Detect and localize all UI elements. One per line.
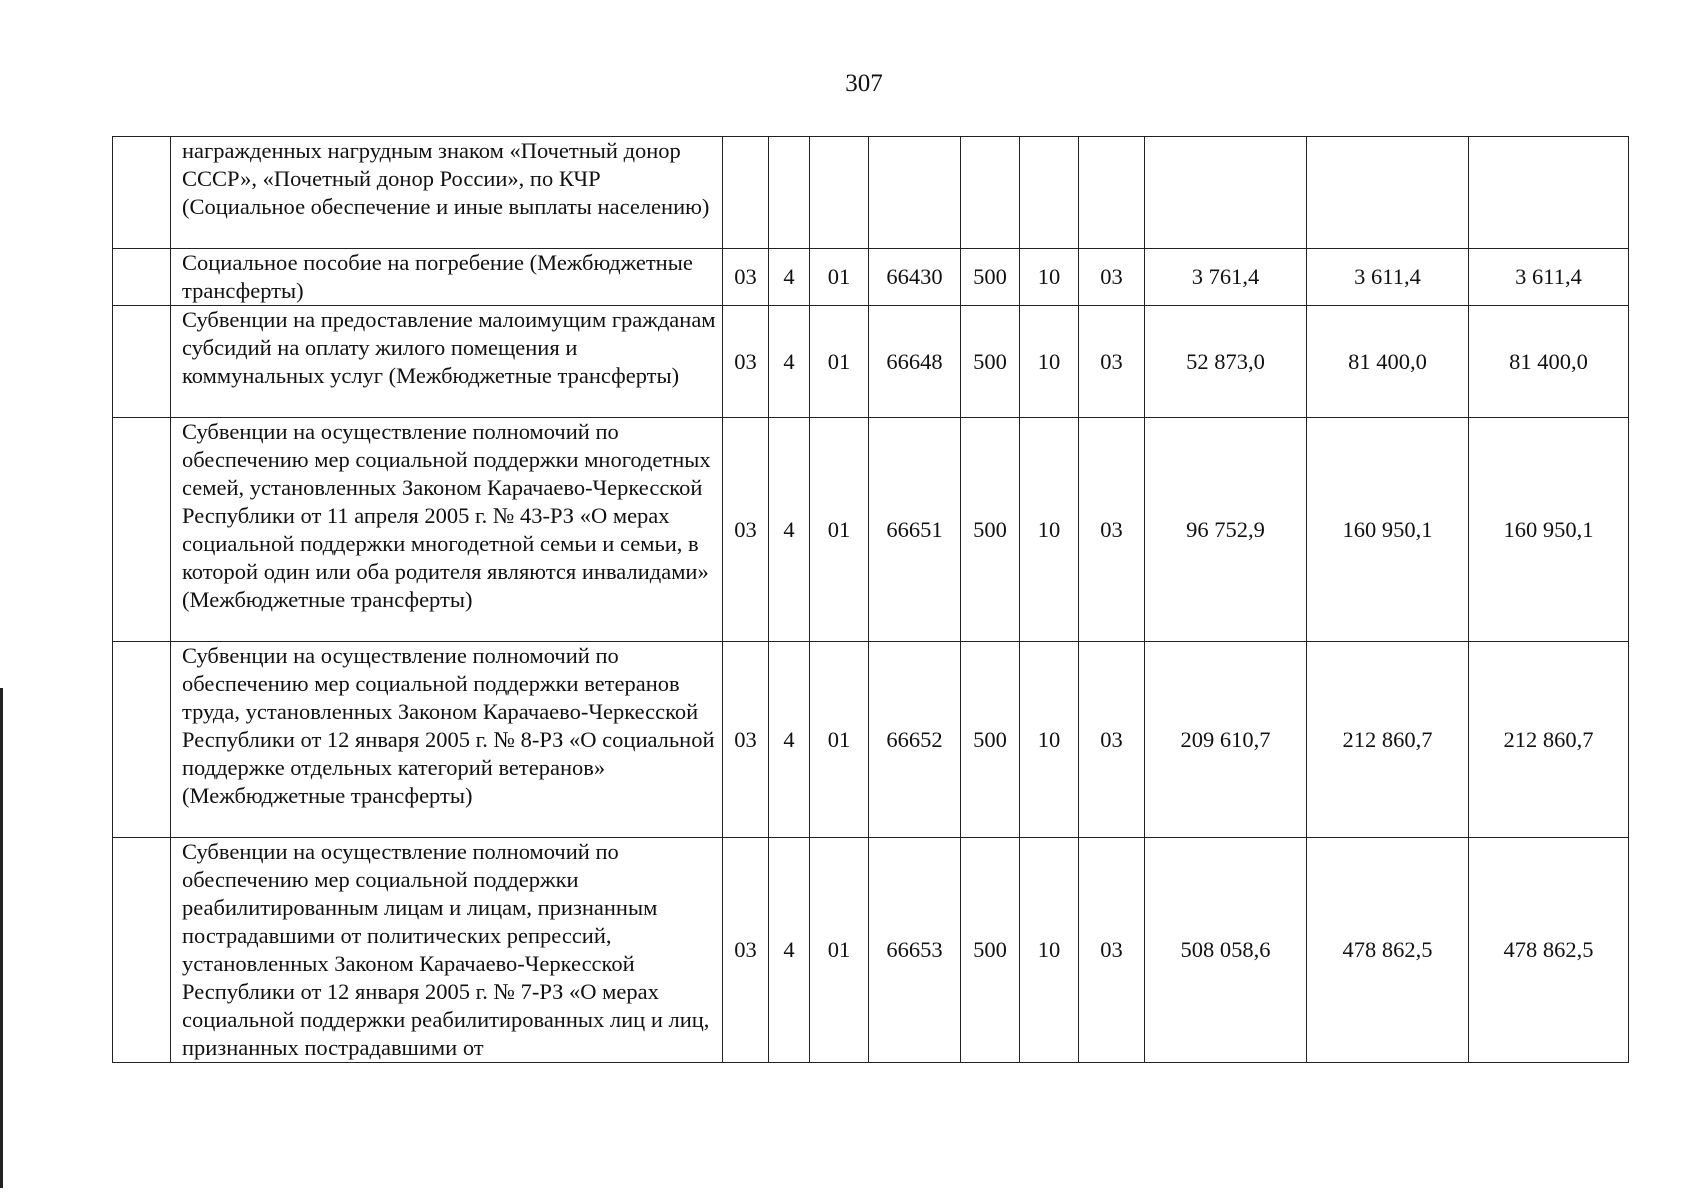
code-cell: 03 <box>723 838 769 1063</box>
code-cell: 03 <box>1079 418 1145 642</box>
amount-cell <box>1145 137 1307 249</box>
table-row <box>113 642 1629 838</box>
budget-table <box>112 136 1629 1063</box>
amount-cell: 52 873,0 <box>1145 306 1307 418</box>
code-cell: 03 <box>723 249 769 306</box>
code-cell <box>769 137 810 249</box>
code-cell: 10 <box>1020 306 1079 418</box>
amount-cell: 81 400,0 <box>1307 306 1469 418</box>
amount-cell <box>1469 137 1629 249</box>
row-number-cell <box>113 838 171 1063</box>
code-cell: 4 <box>769 418 810 642</box>
code-cell <box>723 137 769 249</box>
amount-cell: 96 752,9 <box>1145 418 1307 642</box>
code-cell: 03 <box>1079 642 1145 838</box>
amount-cell: 478 862,5 <box>1307 838 1469 1063</box>
code-cell: 66430 <box>869 249 961 306</box>
code-cell: 01 <box>810 838 869 1063</box>
amount-cell: 212 860,7 <box>1469 642 1629 838</box>
code-cell: 03 <box>723 418 769 642</box>
table-row <box>113 306 1629 418</box>
code-cell: 500 <box>961 642 1020 838</box>
code-cell: 01 <box>810 306 869 418</box>
description-cell: Субвенции на предоставление малоимущим гражданам субсидий на оплату жилого помещения и коммунальных услуг (Межбюджетные трансферты) <box>171 306 723 418</box>
row-number-cell <box>113 306 171 418</box>
amount-cell: 508 058,6 <box>1145 838 1307 1063</box>
amount-cell: 209 610,7 <box>1145 642 1307 838</box>
code-cell: 500 <box>961 838 1020 1063</box>
code-cell: 500 <box>961 249 1020 306</box>
table-row <box>113 418 1629 642</box>
code-cell: 03 <box>723 642 769 838</box>
description-cell: Субвенции на осуществление полномочий по обеспечению мер социальной поддержки ветеранов труда, установленных Законом Карачаево-Черкесской Республики от 12 января 2005 г. № 8-РЗ «О социальной поддержке отдельных категорий ветеранов» (Межбюджетные трансферты) <box>171 642 723 838</box>
code-cell: 4 <box>769 642 810 838</box>
code-cell: 01 <box>810 249 869 306</box>
amount-cell: 3 761,4 <box>1145 249 1307 306</box>
row-number-cell <box>113 418 171 642</box>
code-cell: 03 <box>1079 306 1145 418</box>
amount-cell: 160 950,1 <box>1307 418 1469 642</box>
code-cell: 500 <box>961 306 1020 418</box>
amount-cell: 478 862,5 <box>1469 838 1629 1063</box>
code-cell: 500 <box>961 418 1020 642</box>
amount-cell <box>1307 137 1469 249</box>
code-cell: 01 <box>810 418 869 642</box>
amount-cell: 3 611,4 <box>1307 249 1469 306</box>
table-row <box>113 838 1629 1063</box>
amount-cell: 212 860,7 <box>1307 642 1469 838</box>
description-cell: Социальное пособие на погребение (Межбюджетные трансферты) <box>171 249 723 306</box>
code-cell: 66652 <box>869 642 961 838</box>
code-cell: 10 <box>1020 838 1079 1063</box>
description-cell: Субвенции на осуществление полномочий по обеспечению мер социальной поддержки многодетных семей, установленных Законом Карачаево-Черкесской Республики от 11 апреля 2005 г. № 43-РЗ «О мерах социальной поддержки многодетной семьи и семьи, в которой один или оба родителя являются инвалидами» (Межбюджетные трансферты) <box>171 418 723 642</box>
code-cell: 01 <box>810 642 869 838</box>
code-cell: 03 <box>723 306 769 418</box>
code-cell <box>961 137 1020 249</box>
code-cell: 03 <box>1079 249 1145 306</box>
code-cell <box>1079 137 1145 249</box>
code-cell: 66648 <box>869 306 961 418</box>
scan-edge-mark <box>0 688 3 1188</box>
amount-cell: 81 400,0 <box>1469 306 1629 418</box>
code-cell: 4 <box>769 306 810 418</box>
code-cell <box>810 137 869 249</box>
code-cell: 10 <box>1020 642 1079 838</box>
code-cell: 10 <box>1020 249 1079 306</box>
code-cell <box>1020 137 1079 249</box>
code-cell: 10 <box>1020 418 1079 642</box>
code-cell: 03 <box>1079 838 1145 1063</box>
page-number: 307 <box>845 70 883 97</box>
table-row <box>113 137 1629 249</box>
description-cell: награжденных нагрудным знаком «Почетный донор СССР», «Почетный донор России», по КЧР (Социальное обеспечение и иные выплаты населению) <box>171 137 723 249</box>
code-cell: 66653 <box>869 838 961 1063</box>
row-number-cell <box>113 137 171 249</box>
code-cell: 4 <box>769 838 810 1063</box>
code-cell <box>869 137 961 249</box>
table-row <box>113 249 1629 306</box>
row-number-cell <box>113 642 171 838</box>
code-cell: 4 <box>769 249 810 306</box>
description-cell: Субвенции на осуществление полномочий по обеспечению мер социальной поддержки реабилитированным лицам и лицам, признанным пострадавшими от политических репрессий, установленных Законом Карачаево-Черкесской Республики от 12 января 2005 г. № 7-РЗ «О мерах социальной поддержки реабилитированных лиц и лиц, признанных пострадавшими от <box>171 838 723 1063</box>
code-cell: 66651 <box>869 418 961 642</box>
amount-cell: 3 611,4 <box>1469 249 1629 306</box>
amount-cell: 160 950,1 <box>1469 418 1629 642</box>
row-number-cell <box>113 249 171 306</box>
